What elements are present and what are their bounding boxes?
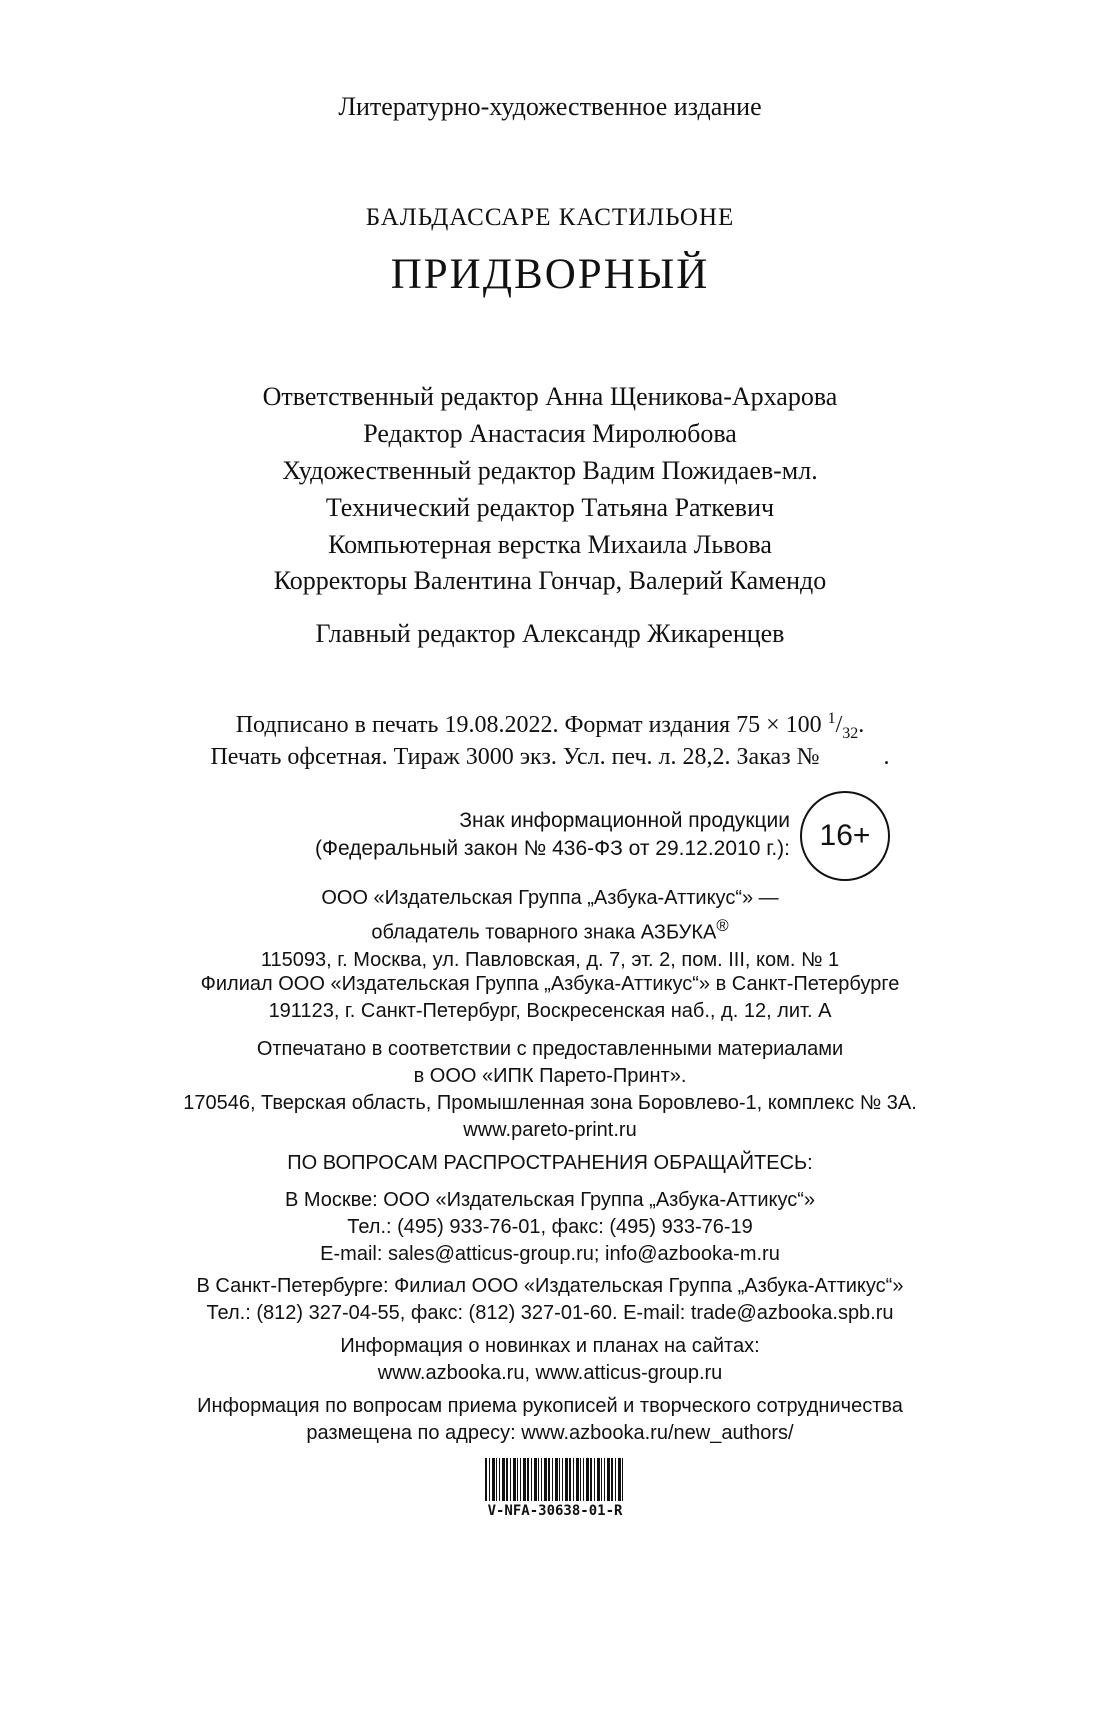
book-author: БАЛЬДАССАРЕ КАСТИЛЬОНЕ <box>365 204 735 231</box>
spb-phone-email: Тел.: (812) 327-04-55, факс: (812) 327-01-60. E-mail: trade@azbooka.spb.ru <box>206 1302 894 1324</box>
credit-line: Корректоры Валентина Гончар, Валерий Камендо <box>273 566 827 595</box>
publisher-name: ООО «Издательская Группа „Азбука-Аттикус“» — <box>321 887 779 909</box>
format-separator: / <box>835 712 843 738</box>
info-sign-line: Знак информационной продукции <box>459 809 790 832</box>
format-numerator: 1 <box>827 710 836 727</box>
barcode-label: V-NFA-30638-01-R <box>487 1503 623 1519</box>
registered-mark-icon: ® <box>716 916 729 935</box>
credit-line: Художественный редактор Вадим Пожидаев-мл. <box>282 456 818 485</box>
credit-line: Ответственный редактор Анна Щеникова-Архарова <box>262 382 838 411</box>
book-title: ПРИДВОРНЫЙ <box>390 251 710 298</box>
spb-line: В Санкт-Петербурге: Филиал ООО «Издательская Группа „Азбука-Аттикус“» <box>196 1275 904 1297</box>
info-product-sign <box>200 807 790 863</box>
info-sign-law: (Федеральный закон № 436-ФЗ от 29.12.2010 г.): <box>314 837 790 860</box>
printer-line: Отпечатано в соответствии с предоставленными материалами <box>256 1038 844 1060</box>
news-info <box>0 1333 1100 1387</box>
moscow-email: E-mail: sales@atticus-group.ru; info@azbooka-m.ru <box>320 1243 780 1265</box>
chief-editor-line: Главный редактор Александр Жикаренцев <box>315 619 785 648</box>
credit-line: Компьютерная верстка Михаила Львова <box>328 530 772 559</box>
publisher-block <box>0 885 1100 974</box>
print-run-line <box>0 744 1100 771</box>
print-run-text: Печать офсетная. Тираж 3000 экз. Усл. печ. л. 28,2. Заказ № <box>210 744 820 770</box>
branch-block <box>0 971 1100 1025</box>
news-line: Информация о новинках и планах на сайтах: <box>340 1335 760 1357</box>
distribution-heading: ПО ВОПРОСАМ РАСПРОСТРАНЕНИЯ ОБРАЩАЙТЕСЬ: <box>287 1152 813 1174</box>
print-line-end: . <box>883 744 890 770</box>
manuscripts-address: размещена по адресу: www.azbooka.ru/new_authors/ <box>306 1422 794 1444</box>
news-sites: www.azbooka.ru, www.atticus-group.ru <box>377 1362 723 1384</box>
credit-line: Технический редактор Татьяна Раткевич <box>325 493 775 522</box>
moscow-line: В Москве: ООО «Издательская Группа „Азбука-Аттикус“» <box>284 1189 816 1211</box>
publisher-trademark: обладатель товарного знака АЗБУКА <box>371 921 717 944</box>
printer-website: www.pareto-print.ru <box>463 1119 637 1141</box>
printer-block <box>0 1036 1100 1144</box>
barcode-image <box>485 1458 625 1501</box>
moscow-contacts <box>0 1187 1100 1268</box>
manuscripts-info <box>0 1393 1100 1447</box>
format-denominator: 32 <box>842 724 859 742</box>
publisher-trademark-line <box>0 912 1100 947</box>
print-signed-line <box>0 710 1100 743</box>
print-signed-text: Подписано в печать 19.08.2022. Формат издания 75 × 100 <box>235 712 822 738</box>
publisher-address: 115093, г. Москва, ул. Павловская, д. 7, эт. 2, пом. III, ком. № 1 <box>260 948 840 971</box>
moscow-phone: Тел.: (495) 933-76-01, факс: (495) 933-76-19 <box>347 1216 753 1238</box>
print-line-end: . <box>858 712 865 738</box>
spb-contacts <box>0 1273 1100 1327</box>
age-rating-badge: 16+ <box>800 791 890 881</box>
printer-line: в ООО «ИПК Парето-Принт». <box>413 1065 687 1087</box>
credit-line: Редактор Анастасия Миролюбова <box>363 419 737 448</box>
printer-address: 170546, Тверская область, Промышленная зона Боровлево-1, комплекс № 3А. <box>183 1092 917 1114</box>
edition-type: Литературно-художественное издание <box>338 92 762 121</box>
branch-address: 191123, г. Санкт-Петербург, Воскресенская наб., д. 12, лит. А <box>268 1000 832 1022</box>
branch-name: Филиал ООО «Издательская Группа „Азбука-Аттикус“» в Санкт-Петербурге <box>200 973 900 995</box>
manuscripts-line: Информация по вопросам приема рукописей и творческого сотрудничества <box>197 1395 903 1417</box>
